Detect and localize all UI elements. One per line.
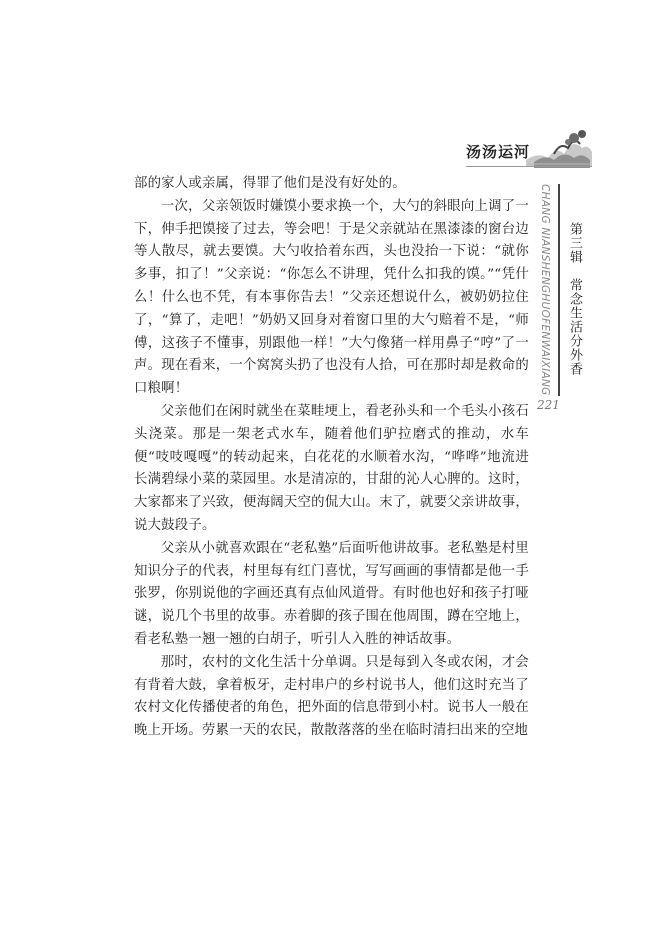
paragraph: 那时，农村的文化生活十分单调。只是每到入冬或农闲，才会有背着大鼓，拿着板牙，走村串户的乡村说书人，他们这时充当了农村文化传播使者的角色，把外面的信息带到小村。说书人一般在晚上开场。劳累一天的农民，散散落落的坐在临时清扫出来的空地 — [134, 654, 529, 739]
ink-landscape-decoration — [524, 124, 594, 170]
header-divider — [466, 166, 592, 167]
paragraph: 父亲从小就喜欢跟在“老私塾”后面听他讲故事。老私塾是村里知识分子的代表，村里每有红门喜忧，写写画画的事情都是他一手张罗，你别说他的字画还真有点仙风道骨。有时他也好和孩子打哑谜，说几个书里的故事。赤着脚的孩子围在他周围，蹲在空地上，看老私塾一翘一翘的白胡子，听引人入胜的神话故事。 — [134, 540, 529, 647]
side-divider — [558, 184, 560, 396]
paragraph: 一次，父亲领饭时嫌馍小要求换一个，大勺的斜眼向上调了一下，伸手把馍接了过去，等会吧！于是父亲就站在黑漆漆的窗台边等人散尽，就去要馍。大勺收拾着东西，头也没抬一下说：“就你多事，扣了！”父亲说：“你怎么不讲理，凭什么扣我的馍。”“凭什么！什么也不凭，有本事你告去！”父亲还想说什么，被奶奶拉住了，“算了，走吧！”奶奶又回身对着窗口里的大勺赔着不是，“师傅，这孩子不懂事，别跟他一样！”大勺像猪一样用鼻子“哼”了一声。现在看来，一个窝窝头扔了也没有人拾，可在那时却是救命的口粮啊！ — [134, 198, 529, 397]
paragraph-continued: 部的家人或亲属，得罪了他们是没有好处的。 — [134, 176, 406, 191]
section-pinyin: CHANG NIANSHENGHUOFENWAIXIANG — [539, 184, 551, 396]
chapter-title: 第三辑 常念生活分外香 — [567, 222, 582, 376]
book-title: 汤汤运河 — [466, 143, 531, 161]
paragraph: 父亲他们在闲时就坐在菜畦埂上，看老孙头和一个毛头小孩石头浇菜。那是一架老式水车，随着他们驴拉磨式的推动，水车便“吱吱嘎嘎”的转动起来，白花花的水顺着水沟，“哗哗”地流进长满碧绿小菜的菜园里。水是清凉的，甘甜的沁人心脾的。这时，大家都来了兴致，便海阔天空的侃大山。末了，就要父亲讲故事，说大鼓段子。 — [134, 403, 529, 533]
page-number: 221 — [537, 398, 560, 412]
article-body — [134, 173, 529, 743]
